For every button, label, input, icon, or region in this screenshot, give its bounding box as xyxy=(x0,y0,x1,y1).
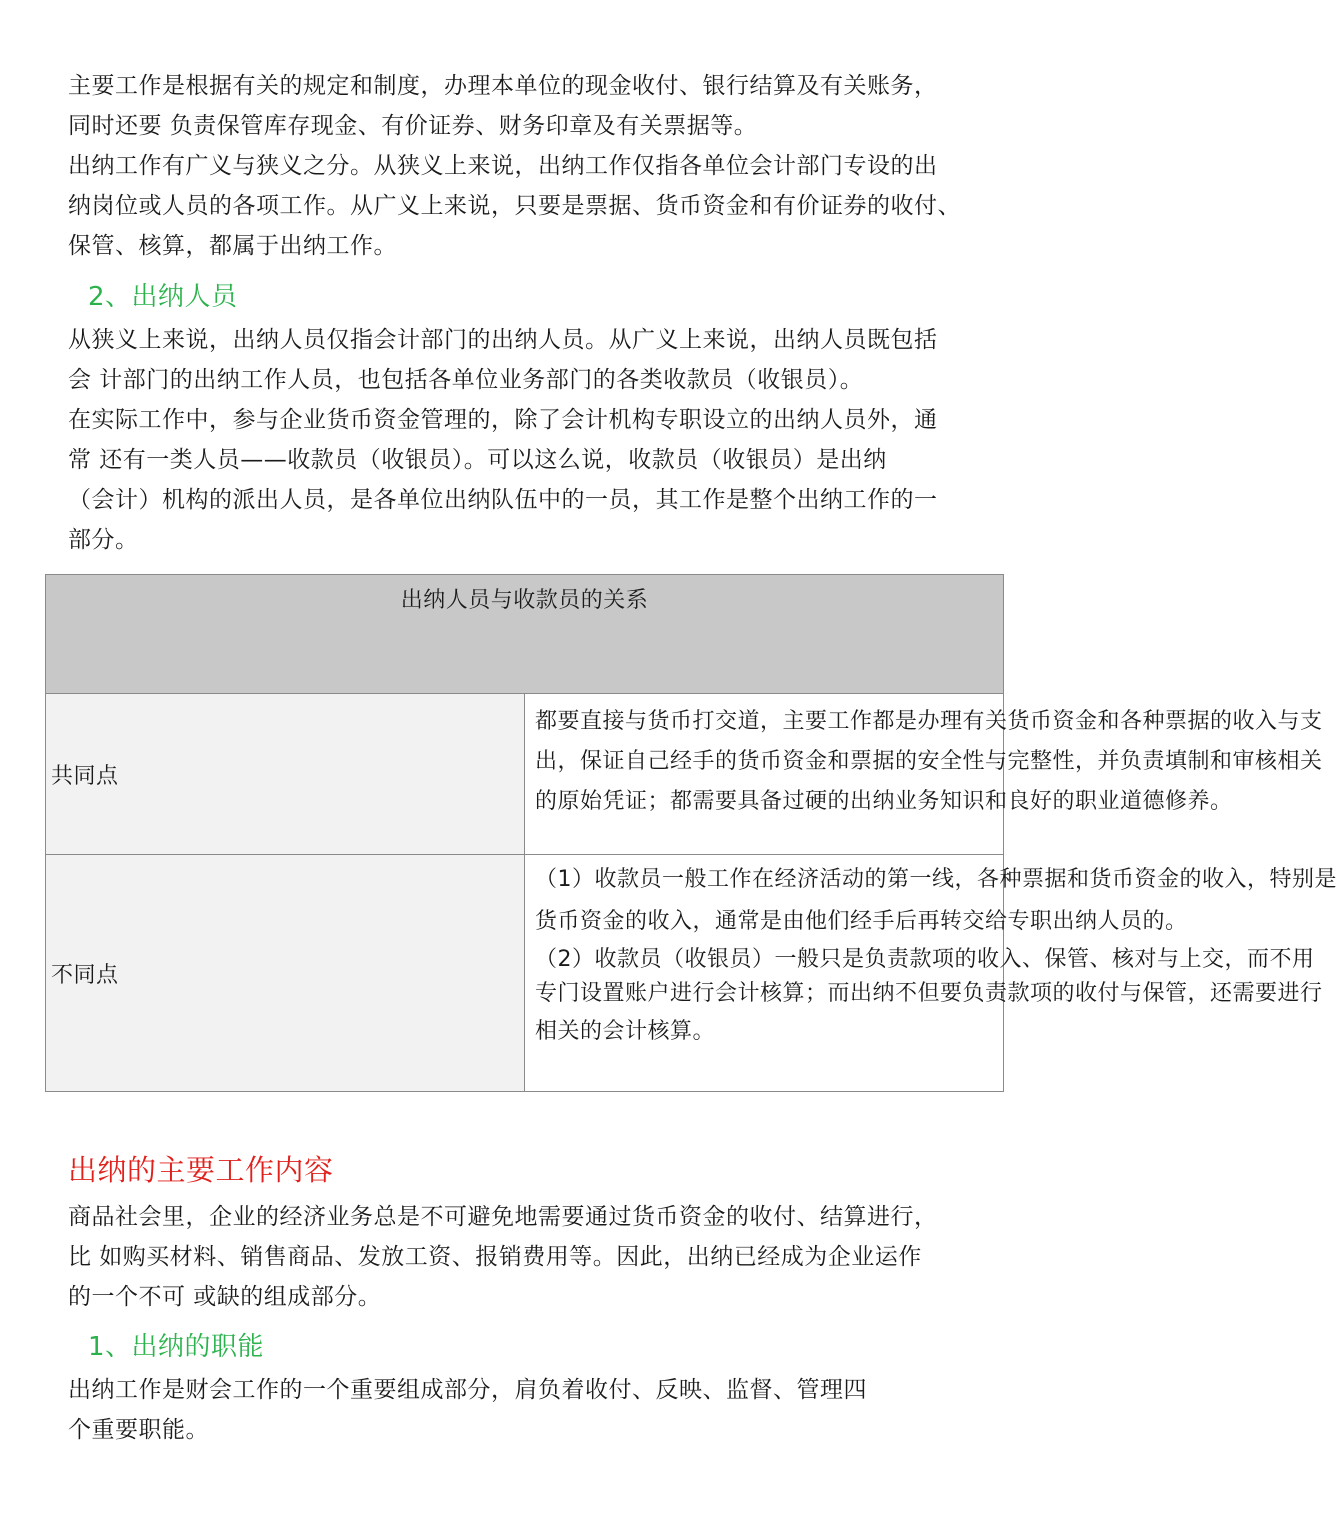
intro-line: 出纳工作有广义与狭义之分。从狭义上来说，出纳工作仅指各单位会计部门专设的出 xyxy=(68,153,938,179)
cell-line: 出，保证自己经手的货币资金和票据的安全性与完整性，并负责填制和审核相关 xyxy=(535,749,1323,774)
cell-line: 货币资金的收入，通常是由他们经手后再转交给专职出纳人员的。 xyxy=(535,909,1188,934)
section-1-heading: 1、出纳的职能 xyxy=(88,1332,265,1362)
cell-line: （2）收款员（收银员）一般只是负责款项的收入、保管、核对与上交，而不用 xyxy=(535,947,1315,972)
cell-line: 专门设置账户进行会计核算；而出纳不但要负责款项的收付与保管，还需要进行 xyxy=(535,981,1323,1006)
row-body-common xyxy=(525,694,1323,855)
cell-line: （1）收款员一般工作在经济活动的第一线，各种票据和货币资金的收入，特别是 xyxy=(535,867,1337,892)
section-2-line: （会计）机构的派出人员，是各单位出纳队伍中的一员，其工作是整个出纳工作的一 xyxy=(68,487,938,513)
main-section-heading: 出纳的主要工作内容 xyxy=(68,1153,334,1187)
intro-line: 纳岗位或人员的各项工作。从广义上来说，只要是票据、货币资金和有价证券的收付、 xyxy=(68,193,961,219)
table-title-cell xyxy=(46,575,1004,694)
table-row xyxy=(46,855,1004,1092)
table-title: 出纳人员与收款员的关系 xyxy=(400,588,649,613)
row-label-common: 共同点 xyxy=(46,694,525,855)
section-2-line: 常 还有一类人员——收款员（收银员）。可以这么说，收款员（收银员）是出纳 xyxy=(68,447,887,473)
section-2-line: 在实际工作中，参与企业货币资金管理的，除了会计机构专职设立的出纳人员外，通 xyxy=(68,407,938,433)
main-section-line: 商品社会里，企业的经济业务总是不可避免地需要通过货币资金的收付、结算进行， xyxy=(68,1204,938,1230)
intro-line: 保管、核算，都属于出纳工作。 xyxy=(68,233,397,259)
table-row xyxy=(46,694,1004,855)
cell-line: 相关的会计核算。 xyxy=(535,1019,716,1044)
section-1-line: 出纳工作是财会工作的一个重要组成部分，肩负着收付、反映、监督、管理四 xyxy=(68,1377,867,1403)
table-header-row xyxy=(46,575,1004,694)
cell-line: 的原始凭证；都需要具备过硬的出纳业务知识和良好的职业道德修养。 xyxy=(535,789,1233,814)
intro-line: 主要工作是根据有关的规定和制度，办理本单位的现金收付、银行结算及有关账务， xyxy=(68,73,938,99)
section-2-heading: 2、出纳人员 xyxy=(88,282,238,312)
intro-line: 同时还要 负责保管库存现金、有价证券、财务印章及有关票据等。 xyxy=(68,113,758,139)
section-2-line: 会 计部门的出纳工作人员，也包括各单位业务部门的各类收款员（收银员）。 xyxy=(68,367,864,393)
section-2-line: 从狭义上来说，出纳人员仅指会计部门的出纳人员。从广义上来说，出纳人员既包括 xyxy=(68,327,938,353)
row-label-different: 不同点 xyxy=(46,855,525,1092)
cell-line: 都要直接与货币打交道，主要工作都是办理有关货币资金和各种票据的收入与支 xyxy=(535,709,1323,734)
main-section-line: 的一个不可 或缺的组成部分。 xyxy=(68,1284,382,1310)
section-2-line: 部分。 xyxy=(68,527,139,553)
main-section-line: 比 如购买材料、销售商品、发放工资、报销费用等。因此，出纳已经成为企业运作 xyxy=(68,1244,922,1270)
row-body-different xyxy=(525,855,1337,1092)
section-1-line: 个重要职能。 xyxy=(68,1417,209,1443)
relationship-table xyxy=(45,574,1337,1092)
